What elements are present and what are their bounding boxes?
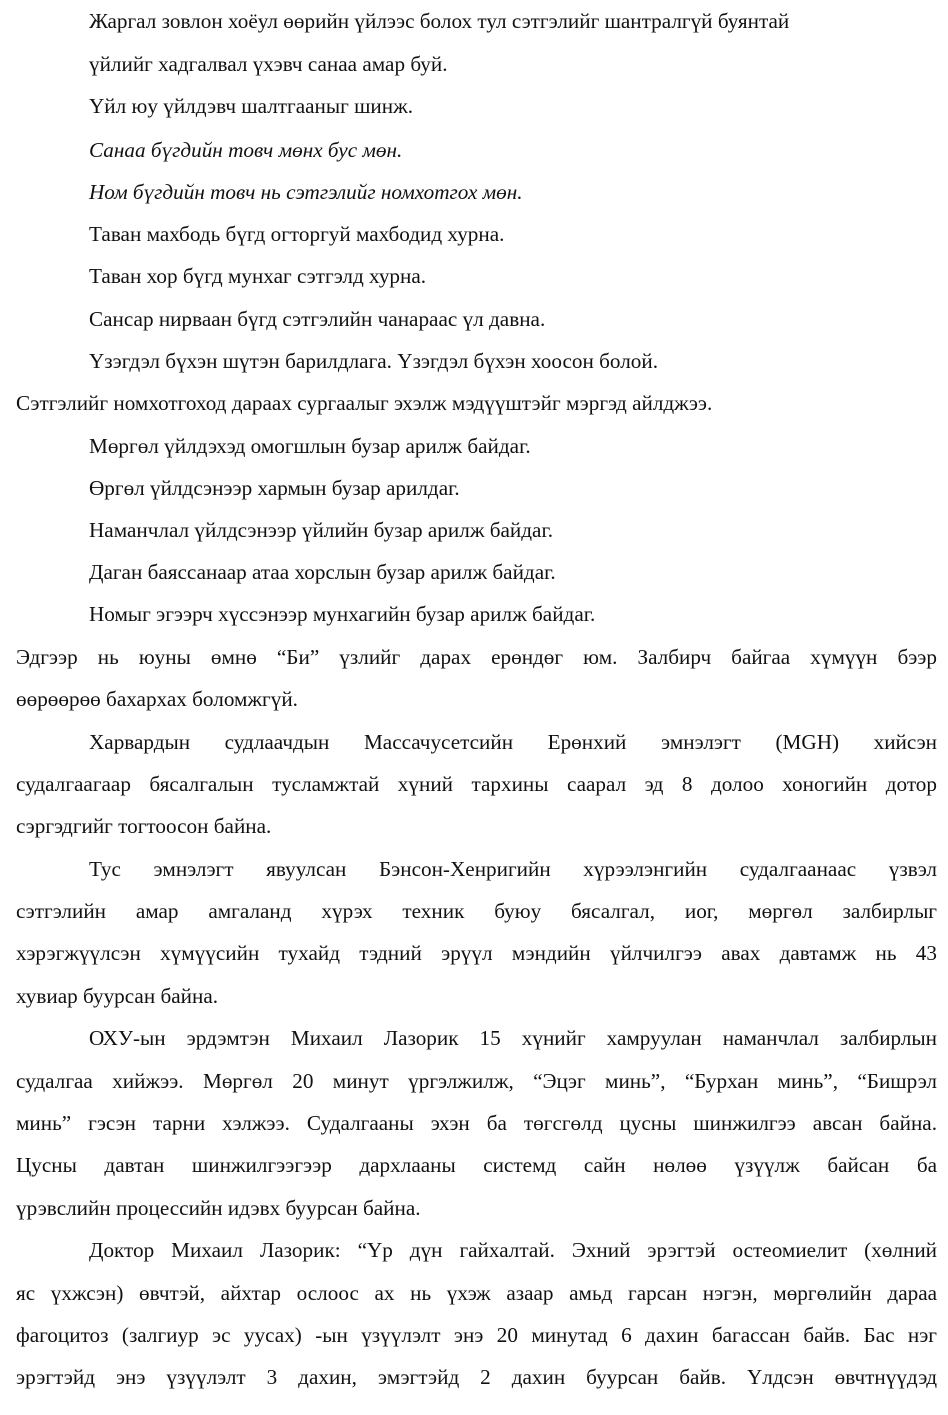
- text-line: Үзэгдэл бүхэн шүтэн барилдлага. Үзэгдэл бүхэн хоосон болой.: [89, 349, 658, 373]
- text-line: сэргэдгийг тогтоосон байна.: [16, 814, 272, 838]
- text-line: өөрөөрөө бахархах боломжгүй.: [16, 687, 298, 711]
- text-line: судалгаа хийжээ. Мөргөл 20 минут үргэлжилж, “Эцэг минь”, “Бурхан минь”, “Бишрэл: [16, 1069, 937, 1093]
- text-line: хувиар буурсан байна.: [16, 984, 219, 1008]
- text-line: фагоцитоз (залгиур эс уусах) -ын үзүүлэлт энэ 20 минутад 6 дахин багассан байв. Бас нэг: [16, 1323, 937, 1347]
- text-line: хэрэгжүүлсэн хүмүүсийн тухайд тэдний эрүүл мэндийн үйлчилгээ авах давтамж нь 43: [16, 941, 937, 965]
- text-line: Наманчлал үйлдсэнээр үйлийн бузар арилж байдаг.: [89, 518, 554, 542]
- text-line: Өргөл үйлдсэнээр хармын бузар арилдаг.: [89, 476, 460, 500]
- text-line: Доктор Михаил Лазорик: “Үр дүн гайхалтай. Эхний эрэгтэй остеомиелит (хөлний: [89, 1238, 937, 1262]
- text-line: ОХУ-ын эрдэмтэн Михаил Лазорик 15 хүнийг хамруулан наманчлал залбирлын: [89, 1026, 937, 1050]
- text-line: Сэтгэлийг номхотгоход дараах сургаалыг эхэлж мэдүүштэйг мэргэд айлджээ.: [16, 391, 713, 415]
- text-line: Мөргөл үйлдэхэд омогшлын бузар арилж байдаг.: [89, 434, 531, 458]
- italic-text-line: Ном бүгдийн товч нь сэтгэлийг номхотгох мөн.: [89, 180, 523, 204]
- text-line: Харвардын судлаачдын Массачусетсийн Ерөнхий эмнэлэгт (MGH) хийсэн: [89, 730, 937, 754]
- text-line: эрэгтэйд энэ үзүүлэлт 3 дахин, эмэгтэйд 2 дахин буурсан байв. Үлдсэн өвчтнүүдэд: [16, 1365, 937, 1389]
- text-line: минь” гэсэн тарни хэлжээ. Судалгааны эхэн ба төгсгөлд цусны шинжилгээ авсан байна.: [16, 1111, 937, 1135]
- text-line: Сансар нирваан бүгд сэтгэлийн чанараас үл давна.: [89, 307, 546, 331]
- text-line: Номыг эгээрч хүссэнээр мунхагийн бузар арилж байдаг.: [89, 602, 596, 626]
- text-line: үйлийг хадгалвал үхэвч санаа амар буй.: [89, 52, 448, 76]
- text-line: яс үхжсэн) өвчтэй, айхтар ослоос ах нь үхэж азаар амьд гарсан нэгэн, мөргөлийн дараа: [16, 1281, 937, 1305]
- text-line: Тус эмнэлэгт явуулсан Бэнсон-Хенригийн хүрээлэнгийн судалгаанаас үзвэл: [89, 857, 937, 881]
- text-line: судалгаагаар бясалгалын тусламжтай хүний тархины саарал эд 8 долоо хоногийн дотор: [16, 772, 937, 796]
- text-line: үрэвслийн процессийн идэвх буурсан байна.: [16, 1196, 421, 1220]
- text-line: Эдгээр нь юуны өмнө “Би” үзлийг дарах ерөндөг юм. Залбирч байгаа хүмүүн бээр: [16, 645, 937, 669]
- text-line: сэтгэлийн амар амгаланд хүрэх техник буюу бясалгал, иог, мөргөл залбирлыг: [16, 899, 937, 923]
- italic-text-line: Санаа бүгдийн товч мөнх бус мөн.: [89, 138, 403, 162]
- text-line: Үйл юу үйлдэвч шалтгааныг шинж.: [89, 94, 414, 118]
- text-line: Таван махбодь бүгд огторгуй махбодид хурна.: [89, 222, 505, 246]
- text-line: Даган баяссанаар атаа хорслын бузар арилж байдаг.: [89, 560, 556, 584]
- text-line: Жаргал зовлон хоёул өөрийн үйлээс болох тул сэтгэлийг шантралгүй буянтай: [89, 9, 790, 33]
- text-line: Таван хор бүгд мунхаг сэтгэлд хурна.: [89, 264, 427, 288]
- text-line: Цусны давтан шинжилгээгээр дархлааны системд сайн нөлөө үзүүлж байсан ба: [16, 1153, 937, 1177]
